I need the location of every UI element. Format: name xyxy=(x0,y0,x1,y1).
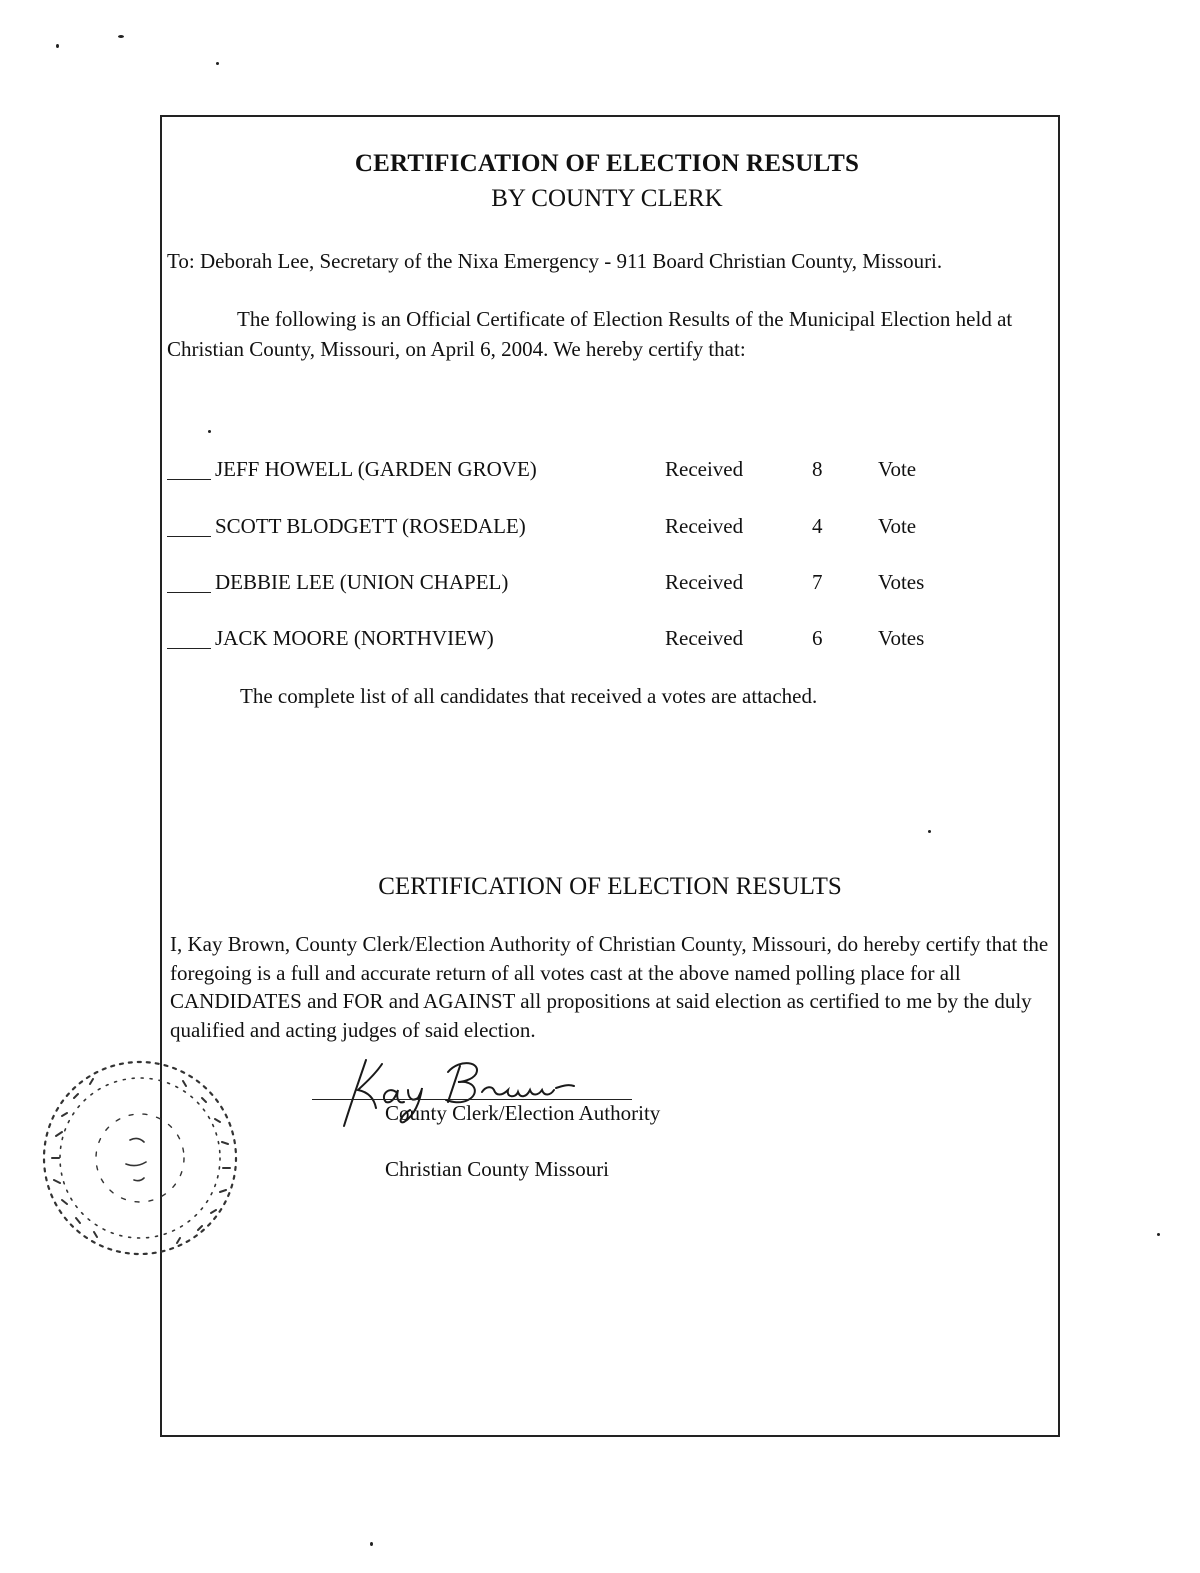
candidate-row xyxy=(167,514,1047,544)
scan-speck xyxy=(56,44,59,48)
vote-count: 4 xyxy=(812,514,823,538)
candidate-name: JACK MOORE (NORTHVIEW) xyxy=(215,626,494,650)
certification-paragraph: I, Kay Brown, County Clerk/Election Authority of Christian County, Missouri, do hereby certify that the foregoing is a full and accurate return of all votes cast at the above named polling place for all CANDIDATES and FOR and AGAINST all propositions at said election as certified to me by the duly qualified and acting judges of said election. xyxy=(170,932,1049,1042)
candidate-row xyxy=(167,626,1047,656)
checkbox-blank xyxy=(167,592,211,593)
vote-count: 7 xyxy=(812,570,823,594)
addressee-line: To: Deborah Lee, Secretary of the Nixa Emergency - 911 Board Christian County, Missouri. xyxy=(167,249,943,273)
intro-paragraph xyxy=(167,304,1047,364)
signature-line xyxy=(312,1099,632,1100)
received-label: Received xyxy=(665,570,744,594)
scan-speck xyxy=(216,62,219,65)
candidate-row xyxy=(167,570,1047,600)
vote-unit: Votes xyxy=(878,570,925,594)
received-label: Received xyxy=(665,514,744,538)
document-title: CERTIFICATION OF ELECTION RESULTS xyxy=(354,150,860,177)
scan-speck xyxy=(118,35,124,38)
document-subtitle: BY COUNTY CLERK xyxy=(491,185,723,212)
vote-unit: Votes xyxy=(878,626,925,650)
scan-speck xyxy=(1157,1233,1160,1236)
vote-count: 8 xyxy=(812,457,823,481)
county-seal xyxy=(30,1040,270,1280)
vote-count: 6 xyxy=(812,626,823,650)
signer-county: Christian County Missouri xyxy=(385,1157,610,1181)
intro-text: The following is an Official Certificate of Election Results of the Municipal Election held at Christian County, Missouri, on April 6, 2004. We hereby certify that: xyxy=(167,307,1013,361)
candidate-name: JEFF HOWELL (GARDEN GROVE) xyxy=(215,457,537,481)
vote-unit: Vote xyxy=(878,514,917,538)
vote-unit: Vote xyxy=(878,457,917,481)
candidate-row xyxy=(167,457,1047,487)
received-label: Received xyxy=(665,457,744,481)
received-label: Received xyxy=(665,626,744,650)
certification-heading: CERTIFICATION OF ELECTION RESULTS xyxy=(378,873,842,900)
candidate-name: SCOTT BLODGETT (ROSEDALE) xyxy=(215,514,526,538)
checkbox-blank xyxy=(167,479,211,480)
signer-title: County Clerk/Election Authority xyxy=(385,1101,661,1125)
checkbox-blank xyxy=(167,648,211,649)
candidate-name: DEBBIE LEE (UNION CHAPEL) xyxy=(215,570,509,594)
scan-speck xyxy=(370,1542,373,1546)
checkbox-blank xyxy=(167,536,211,537)
attached-note: The complete list of all candidates that received a votes are attached. xyxy=(240,684,818,708)
